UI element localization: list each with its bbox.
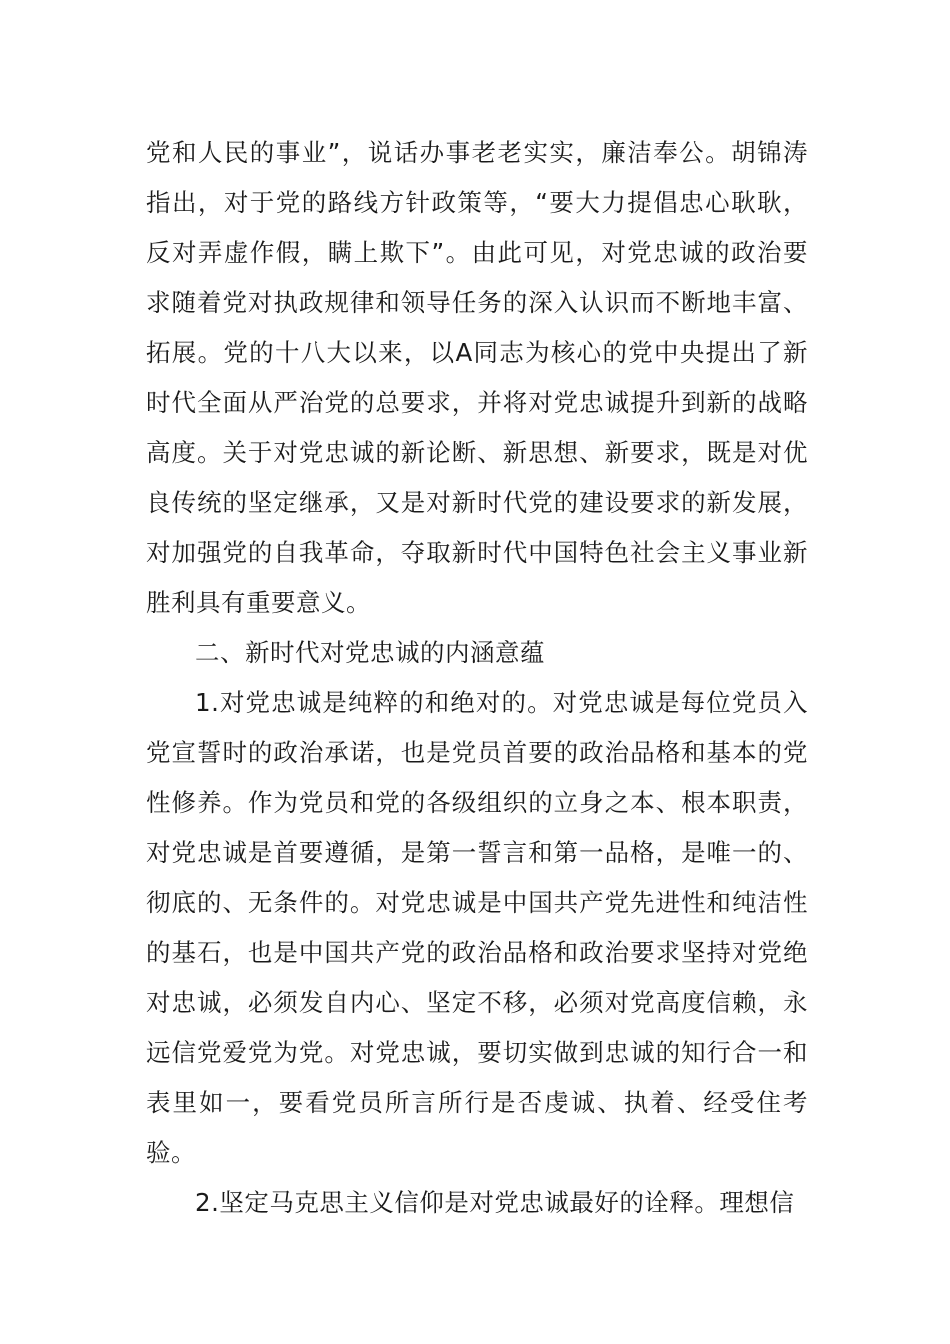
paragraph-point-2: 2.坚定马克思主义信仰是对党忠诚最好的诠释。理想信 bbox=[195, 1188, 795, 1217]
paragraph-point-1: 1.对党忠诚是纯粹的和绝对的。对党忠诚是每位党员入党宣誓时的政治承诺，也是党员首要的政治品格和基本的党性修养。作为党员和党的各级组织的立身之本、根本职责，对党忠诚是首要遵循，是第一誓言和第一品格，是唯一的、彻底的、无条件的。对党忠诚是中国共产党先进性和纯洁性的基石，也是中国共产党的政治品格和政治要求坚持对党绝对忠诚，必须发自内心、坚定不移，必须对党高度信赖，永远信党爱党为党。对党忠诚，要切实做到忠诚的知行合一和表里如一，要看党员所言所行是否虔诚、执着、经受住考验。 bbox=[146, 688, 808, 1167]
section-heading: 二、新时代对党忠诚的内涵意蕴 bbox=[195, 638, 545, 667]
paragraph-continuation: 党和人民的事业”，说话办事老老实实，廉洁奉公。胡锦涛指出，对于党的路线方针政策等，“要大力提倡忠心耿耿，反对弄虚作假，瞒上欺下”。由此可见，对党忠诚的政治要求随着党对执政规律和领导任务的深入认识而不断地丰富、拓展。党的十八大以来，以A同志为核心的党中央提出了新时代全面从严治党的总要求，并将对党忠诚提升到新的战略高度。关于对党忠诚的新论断、新思想、新要求，既是对优良传统的坚定继承，又是对新时代党的建设要求的新发展，对加强党的自我革命，夺取新时代中国特色社会主义事业新胜利具有重要意义。 bbox=[146, 138, 808, 617]
document-body bbox=[146, 128, 808, 1228]
